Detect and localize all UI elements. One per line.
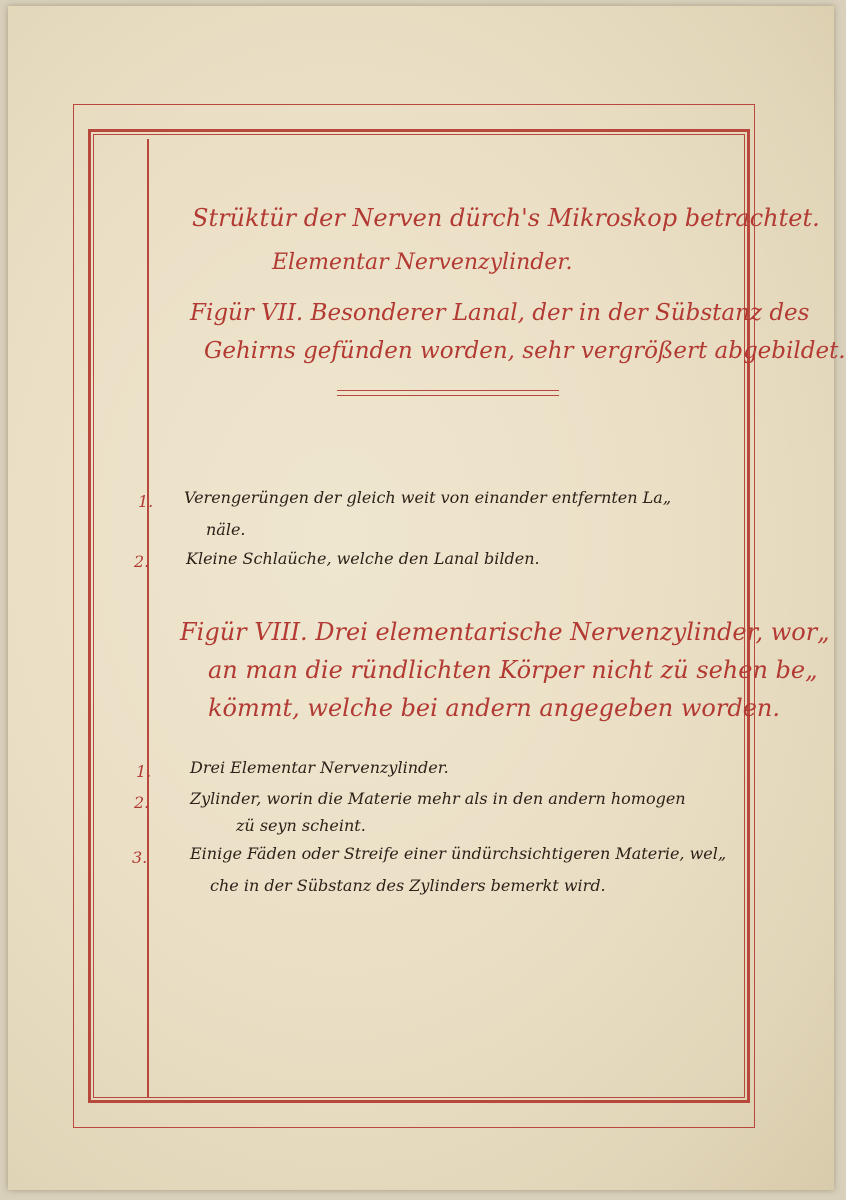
divider-line-top	[337, 390, 559, 391]
fig-viii-item-3-cont: che in der Sübstanz des Zylinders bemerkt wird.	[210, 876, 606, 895]
figure-viii-caption-line1: Figür VIII. Drei elementarische Nervenzylinder, wor„	[180, 618, 830, 646]
figure-vii-caption-line1: Figür VII. Besonderer Lanal, der in der Sübstanz des	[190, 300, 810, 326]
figure-viii-caption-line2: an man die ründlichten Körper nicht zü sehen be„	[208, 656, 818, 684]
page-title-line1: Strüktür der Nerven dürch's Mikroskop betrachtet.	[192, 204, 820, 232]
fig-viii-item-1-text: Drei Elementar Nervenzylinder.	[190, 758, 449, 777]
divider-line-bottom	[337, 395, 559, 396]
fig-viii-item-3-number: 3.	[132, 848, 148, 867]
page-title-line2: Elementar Nervenzylinder.	[272, 250, 573, 275]
fig-vii-item-2-text: Kleine Schlaüche, welche den Lanal bilden.	[186, 549, 540, 568]
figure-viii-caption-line3: kömmt, welche bei andern angegeben worden.	[208, 694, 780, 722]
margin-rule	[147, 139, 149, 1097]
fig-viii-item-3-text: Einige Fäden oder Streife einer ündürchsichtigeren Materie, wel„	[190, 844, 727, 863]
fig-viii-item-2-number: 2.	[134, 793, 150, 812]
fig-viii-item-2-cont: zü seyn scheint.	[236, 816, 366, 835]
inner-border	[88, 129, 750, 1103]
fig-vii-item-1-text: Verengerüngen der gleich weit von einander entfernten La„	[184, 488, 672, 507]
fig-viii-item-2-text: Zylinder, worin die Materie mehr als in den andern homogen	[190, 789, 686, 808]
fig-vii-item-1-number: 1.	[138, 492, 154, 511]
figure-vii-caption-line2: Gehirns gefünden worden, sehr vergrößert abgebildet.	[204, 338, 846, 364]
fig-vii-item-1-cont: näle.	[206, 520, 246, 539]
fig-viii-item-1-number: 1.	[136, 762, 152, 781]
fig-vii-item-2-number: 2.	[134, 552, 150, 571]
